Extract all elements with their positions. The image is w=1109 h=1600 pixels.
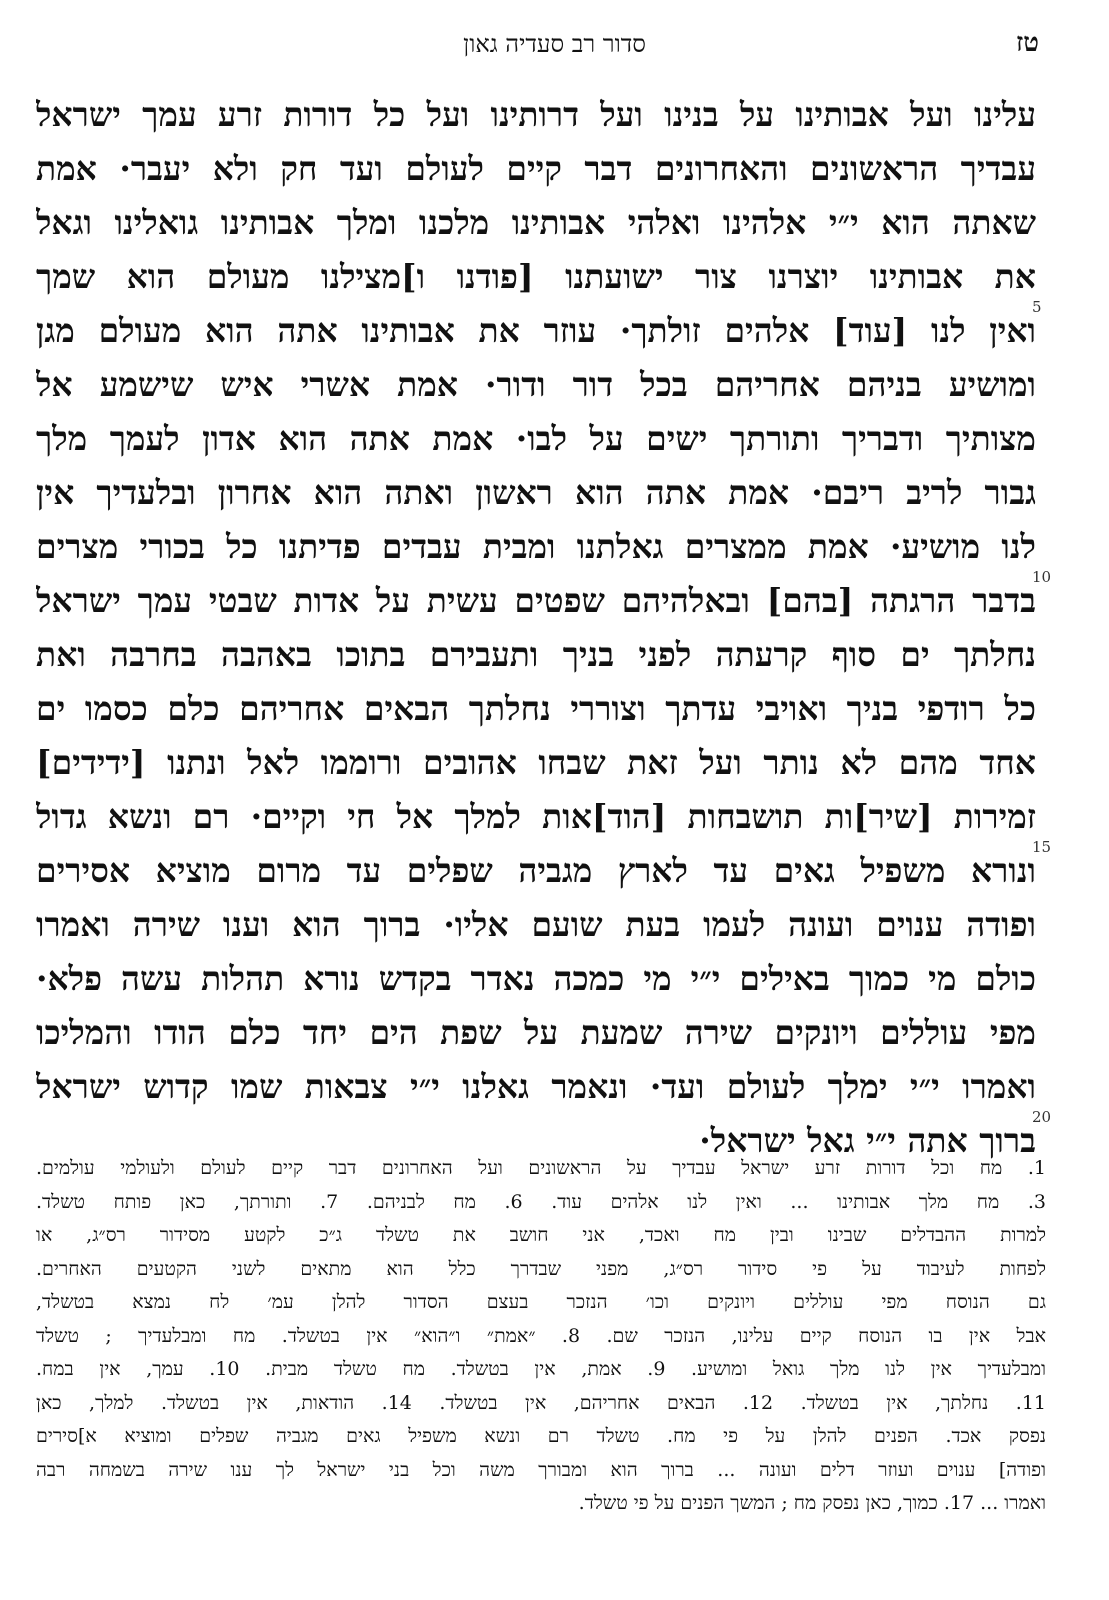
text-line: ופודה ענוים ועונה לעמו בעת שועם אליו· ברוך הוא וענו שירה ואמרו	[36, 905, 1036, 944]
main-text	[36, 88, 1036, 1168]
line-number: 10	[1032, 568, 1052, 586]
footnote-line: 11. נחלתך, אין בטשלד. 12. הבאים אחריהם, אין בטשלד. 14. הודאות, אין בטשלד. למלך, כאן	[36, 1391, 1046, 1414]
text-line: מפי עוללים ויונקים שירה שמעת על שפת הים יחד כלם הודו והמליכו	[36, 1013, 1036, 1052]
line-number: 5	[1032, 298, 1042, 316]
text-line: ונורא משפיל גאים עד לארץ מגביה שפלים עד מרום מוציא אסירים	[36, 851, 1036, 890]
text-line: מצותיך ודבריך ותורתך ישים על לבו· אמת אתה הוא אדון לעמך מלך	[36, 419, 1036, 458]
page-header	[40, 28, 1069, 68]
text-line: ומושיע בניהם אחריהם בכל דור ודור· אמת אשרי איש שישמע אל	[36, 365, 1036, 404]
text-line: ואין לנו [עוד] אלהים זולתך· עוזר את אבותינו אתה הוא מעולם מגן	[36, 311, 1036, 350]
footnote-line: אבל אין בו הנוסח קיים עלינו, הנזכר שם. 8. ״אמת״ ו״הוא״ אין בטשלד. מח ומבלעדיך ; טשלד	[36, 1324, 1046, 1347]
text-line: לנו מושיע· אמת ממצרים גאלתנו ומבית עבדים פדיתנו כל בכורי מצרים	[36, 527, 1036, 566]
footnote-line: 1. מח וכל דורות זרע ישראל עבדיך על הראשונים ועל האחרונים דבר קיים לעולם ולעולמי עולמים.	[36, 1157, 1046, 1179]
text-line: נחלתך ים סוף קרעתה לפני בניך ותעבירם בתוכו באהבה בחרבה ואת	[36, 635, 1036, 674]
text-line: שאתה הוא י״י אלהינו ואלהי אבותינו מלכנו ומלך אבותינו גואלינו וגאל	[36, 203, 1036, 242]
footnote-line: ופודה] ענוים ועוזר דלים ועונה ... ברוך הוא ומבורך משה וכל בני ישראל לך ענו שירה בשמחה רבה	[36, 1458, 1046, 1481]
line-number: 20	[1032, 1108, 1052, 1126]
text-line: אחד מהם לא נותר ועל זאת שבחו אהובים ורוממו לאל ונתנו [ידידים]	[36, 743, 1036, 782]
page-number: טז	[1016, 28, 1039, 58]
running-title: סדור רב סעדיה גאון	[463, 30, 646, 58]
text-line: ואמרו י״י ימלך לעולם ועד· ונאמר גאלנו י״י צבאות שמו קדוש ישראל	[36, 1067, 1036, 1106]
line-number: 15	[1032, 838, 1052, 856]
footnote-line: ומבלעדיך אין לנו מלך גואל ומושיע. 9. אמת, אין בטשלד. מח טשלד מבית. 10. עמך, אין במח.	[36, 1358, 1046, 1380]
text-line: זמירות [שיר]ות תושבחות [הוד]אות למלך אל חי וקיים· רם ונשא גדול	[36, 797, 1036, 836]
text-line: בדבר הרגתה [בהם] ובאלהיהם שפטים עשית על אדות שבטי עמך ישראל	[36, 581, 1036, 620]
footnote-line: ואמרו ... 17. כמוך, כאן נפסק מח ; המשך הפנים על פי טשלד.	[578, 1492, 1046, 1514]
footnote-line: למרות ההבדלים שבינו ובין מח ואכד, אני חושב את טשלד ג״כ לקטע מסידור רס״ג, או	[36, 1224, 1046, 1246]
text-line: ברוך אתה י״י גאל ישראל·	[699, 1121, 1036, 1160]
footnote-line: גם הנוסח מפי עוללים ויונקים וכו׳ הנזכר בעצם הסדור להלן עמ׳ לח נמצא בטשלד,	[36, 1291, 1046, 1313]
text-line: כל רודפי בניך ואויבי עדתך וצוררי נחלתך הבאים אחריהם כלם כסמו ים	[36, 689, 1036, 728]
text-line: את אבותינו יוצרנו צור ישועתנו [פודנו ו]מצילנו מעולם הוא שמך	[36, 257, 1036, 296]
text-line: עבדיך הראשונים והאחרונים דבר קיים לעולם ועד חק ולא יעבר· אמת	[36, 149, 1036, 188]
footnote-line: לפחות לעיבוד על פי סידור רס״ג, מפני שבדרך כלל הוא מתאים לשני הקטעים האחרים.	[36, 1257, 1046, 1280]
footnote-line: נפסק אכד. הפנים להלן על פי מח. טשלד רם ונשא משפיל גאים מגביה שפלים ומוציא א]סירים	[36, 1425, 1046, 1447]
footnotes	[36, 1152, 1046, 1521]
text-line: כולם מי כמוך באילים י״י מי כמכה נאדר בקדש נורא תהלות עשה פלא·	[36, 959, 1036, 998]
footnote-line: 3. מח מלך אבותינו ... ואין לנו אלהים עוד. 6. מח לבניהם. 7. ותורתך, כאן פותח טשלד.	[36, 1190, 1046, 1213]
text-line: עלינו ועל אבותינו על בנינו ועל דרותינו ועל כל דורות זרע עמך ישראל	[36, 95, 1036, 134]
text-line: גבור לריב ריבם· אמת אתה הוא ראשון ואתה הוא אחרון ובלעדיך אין	[36, 473, 1036, 512]
